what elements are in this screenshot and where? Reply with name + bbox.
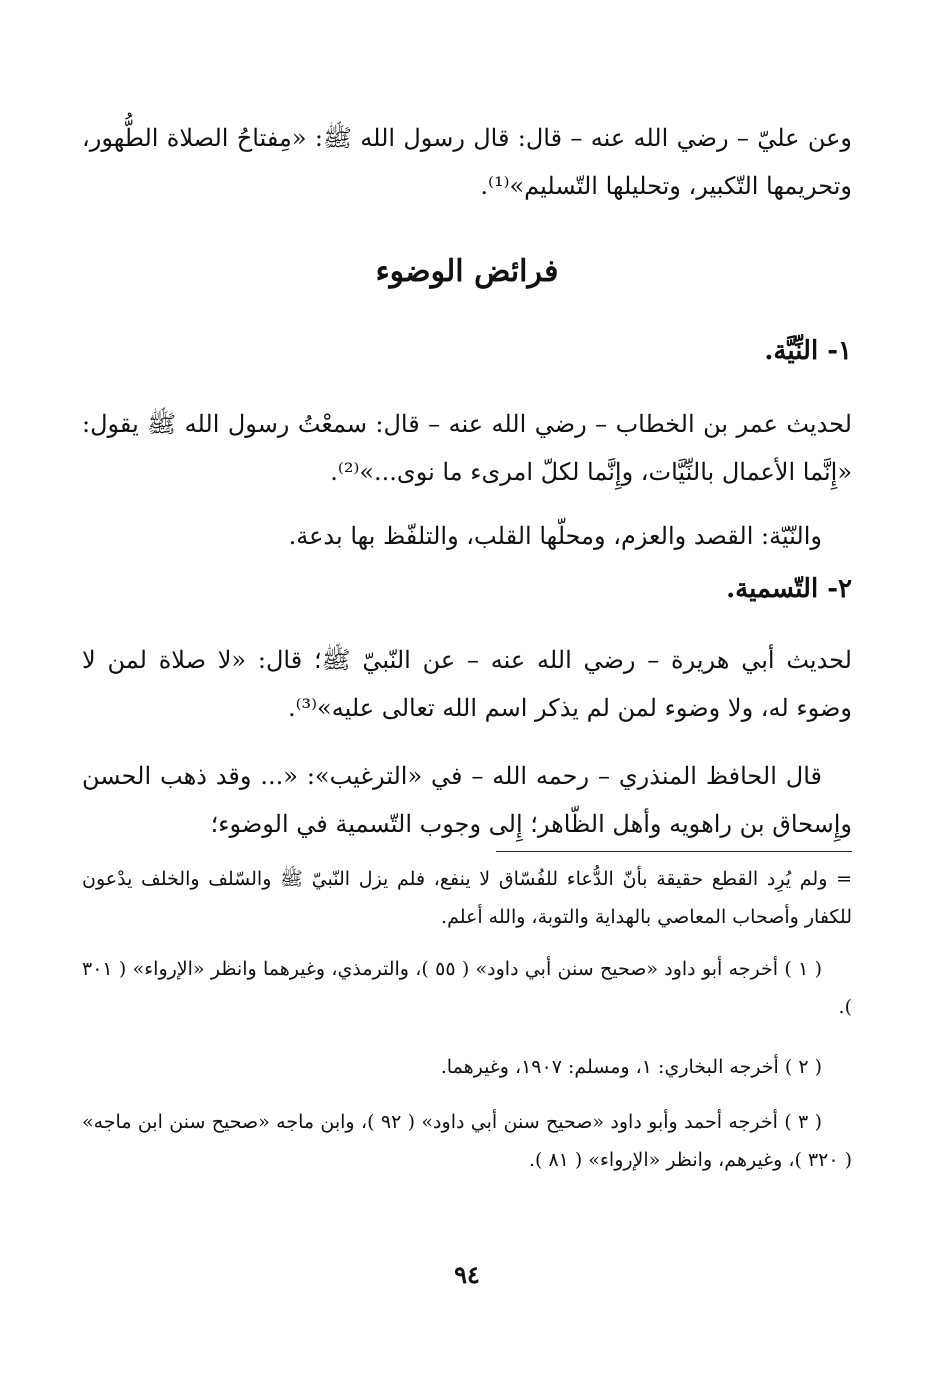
footnote-3: ( ٣ ) أخرجه أحمد وأبو داود «صحيح سنن أبي داود» ( ٩٢ )، وابن ماجه «صحيح سنن ابن ماجه» ( ٣٢٠ )، وغيرهم، وانظر «الإرواء» ( ٨١ ). <box>82 1111 852 1171</box>
footnote-2: ( ٢ ) أخرجه البخاري: ١، ومسلم: ١٩٠٧، وغيرهما. <box>440 1056 822 1078</box>
item1-note-paragraph: والنّيّة: القصد والعزم، ومحلّها القلب، والتلفّظ بها بدعة. <box>288 522 822 550</box>
item2-title: ٢- التّسمية. <box>726 574 852 604</box>
page-number: ٩٤ <box>454 1260 480 1289</box>
section-title: فرائض الوضوء <box>375 254 559 289</box>
item1-title: ١- النِّيَّة. <box>764 336 852 366</box>
footnote-divider <box>496 851 852 852</box>
intro-paragraph: وعن عليّ – رضي الله عنه – قال: قال رسول الله ﷺ: «مِفتاحُ الصلاة الطُّهور، وتحريمها التّكبير، وتحليلها التّسليم»⁽¹⁾. <box>82 124 852 200</box>
footnote-continuation: = ولم يُرِد القطع حقيقة بأنّ الدُّعاء للفُسّاق لا ينفع، فلم يزل النّبيّ ﷺ والسّلف والخلف يدْعون للكفار وأصحاب المعاصي بالهداية والتوبة، والله أعلم. <box>82 868 852 928</box>
item1-hadith-paragraph: لحديث عمر بن الخطاب – رضي الله عنه – قال: سمعْتُ رسول الله ﷺ يقول: «إِنَّما الأعمال بالنِّيَّات، وإِنَّما لكلّ امرىء ما نوى...»⁽²⁾. <box>82 410 852 486</box>
footnote-1: ( ١ ) أخرجه أبو داود «صحيح سنن أبي داود» ( ٥٥ )، والترمذي، وغيرهما وانظر «الإرواء» ( ٣٠١ ). <box>82 958 852 1018</box>
item2-quote-paragraph: قال الحافظ المنذري – رحمه الله – في «الترغيب»: «... وقد ذهب الحسن وإِسحاق بن راهويه وأهل الظّاهر؛ إِلى وجوب التّسمية في الوضوء؛ <box>82 762 852 838</box>
book-page <box>82 0 852 1378</box>
item2-hadith-paragraph: لحديث أبي هريرة – رضي الله عنه – عن النّبيّ ﷺ؛ قال: «لا صلاة لمن لا وضوء له، ولا وضوء لمن لم يذكر اسم الله تعالى عليه»⁽³⁾. <box>82 646 852 722</box>
